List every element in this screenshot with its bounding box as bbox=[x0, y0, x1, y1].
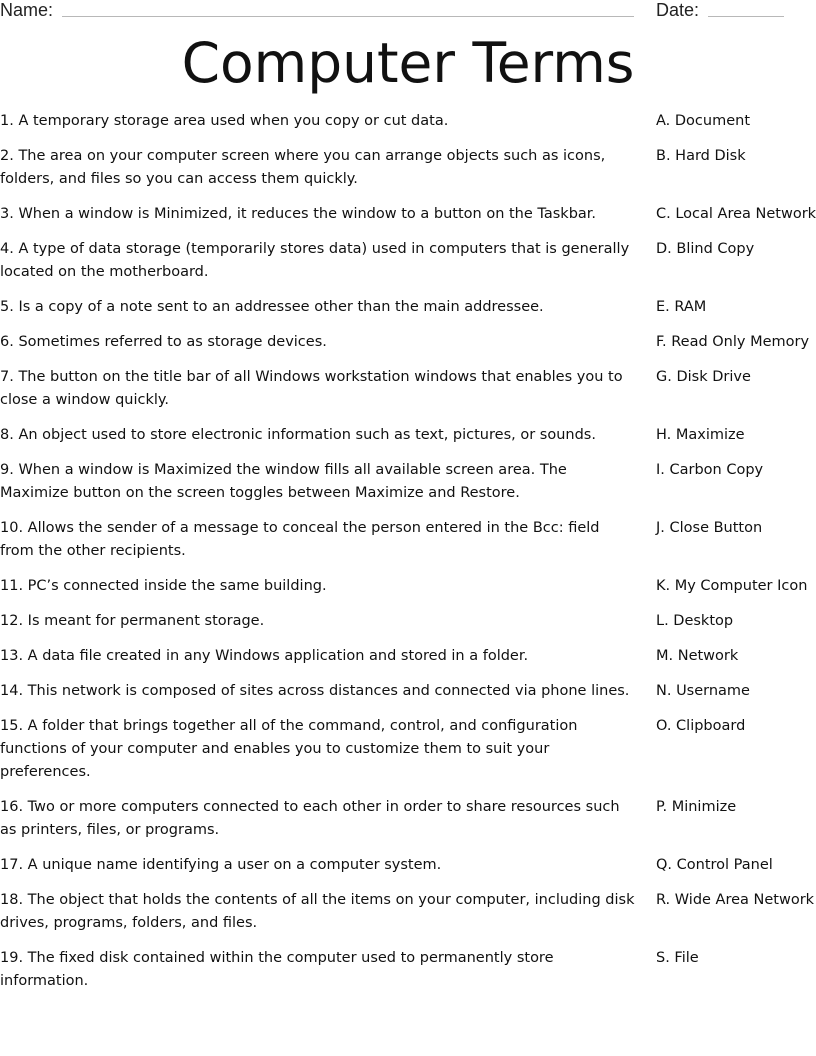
answer-option: B. Hard Disk bbox=[656, 148, 746, 164]
matching-row bbox=[0, 889, 816, 935]
answer-option: R. Wide Area Network bbox=[656, 892, 815, 908]
matching-row bbox=[0, 854, 816, 877]
clue-text: 11. PC’s connected inside the same building. bbox=[0, 578, 327, 594]
matching-row bbox=[0, 331, 816, 354]
matching-row bbox=[0, 459, 816, 505]
answer-option: J. Close Button bbox=[656, 520, 763, 536]
answer-option: S. File bbox=[656, 950, 699, 966]
clue-text: 10. Allows the sender of a message to conceal the person entered in the Bcc: field from the other recipients. bbox=[0, 520, 600, 559]
matching-row bbox=[0, 947, 816, 993]
matching-row bbox=[0, 366, 816, 412]
matching-row bbox=[0, 796, 816, 842]
clue-text: 2. The area on your computer screen where you can arrange objects such as icons, folders, and files so you can access them quickly. bbox=[0, 148, 606, 187]
answer-option: K. My Computer Icon bbox=[656, 578, 808, 594]
name-blank-line[interactable] bbox=[62, 16, 634, 17]
matching-row bbox=[0, 680, 816, 703]
matching-row bbox=[0, 575, 816, 598]
answer-option: H. Maximize bbox=[656, 427, 745, 443]
clue-text: 5. Is a copy of a note sent to an addressee other than the main addressee. bbox=[0, 299, 544, 315]
clue-text: 16. Two or more computers connected to each other in order to share resources such as printers, files, or programs. bbox=[0, 799, 620, 838]
answer-option: O. Clipboard bbox=[656, 718, 746, 734]
answer-option: P. Minimize bbox=[656, 799, 737, 815]
name-label: Name: bbox=[0, 0, 54, 20]
matching-row bbox=[0, 610, 816, 633]
answer-option: E. RAM bbox=[656, 299, 707, 315]
answer-option: M. Network bbox=[656, 648, 739, 664]
clue-text: 17. A unique name identifying a user on a computer system. bbox=[0, 857, 442, 873]
clue-text: 19. The fixed disk contained within the computer used to permanently store information. bbox=[0, 950, 554, 989]
clue-text: 8. An object used to store electronic information such as text, pictures, or sounds. bbox=[0, 427, 596, 443]
answer-option: Q. Control Panel bbox=[656, 857, 773, 873]
page-title: Computer Terms bbox=[181, 31, 635, 95]
matching-list bbox=[0, 110, 816, 1005]
date-label: Date: bbox=[656, 0, 700, 20]
matching-row bbox=[0, 424, 816, 447]
matching-row bbox=[0, 238, 816, 284]
clue-text: 1. A temporary storage area used when you copy or cut data. bbox=[0, 113, 449, 129]
answer-option: F. Read Only Memory bbox=[656, 334, 810, 350]
clue-text: 3. When a window is Minimized, it reduces the window to a button on the Taskbar. bbox=[0, 206, 597, 222]
matching-row bbox=[0, 296, 816, 319]
answer-option: L. Desktop bbox=[656, 613, 734, 629]
matching-row bbox=[0, 145, 816, 191]
clue-text: 15. A folder that brings together all of the command, control, and configuration functions of your computer and enables you to customize them to suit your preferences. bbox=[0, 718, 578, 780]
answer-option: G. Disk Drive bbox=[656, 369, 751, 385]
worksheet-header bbox=[0, 0, 816, 24]
matching-row bbox=[0, 203, 816, 226]
answer-option: A. Document bbox=[656, 113, 751, 129]
matching-row bbox=[0, 645, 816, 668]
answer-option: D. Blind Copy bbox=[656, 241, 755, 257]
matching-row bbox=[0, 715, 816, 784]
answer-option: I. Carbon Copy bbox=[656, 462, 764, 478]
matching-row bbox=[0, 110, 816, 133]
clue-text: 7. The button on the title bar of all Windows workstation windows that enables you to close a window quickly. bbox=[0, 369, 623, 408]
clue-text: 14. This network is composed of sites across distances and connected via phone lines. bbox=[0, 683, 630, 699]
clue-text: 9. When a window is Maximized the window fills all available screen area. The Maximize button on the screen toggles between Maximize and Restore. bbox=[0, 462, 567, 501]
clue-text: 4. A type of data storage (temporarily stores data) used in computers that is generally located on the motherboard. bbox=[0, 241, 630, 280]
clue-text: 12. Is meant for permanent storage. bbox=[0, 613, 265, 629]
clue-text: 18. The object that holds the contents of all the items on your computer, including disk drives, programs, folders, and files. bbox=[0, 892, 635, 931]
answer-option: N. Username bbox=[656, 683, 750, 699]
clue-text: 13. A data file created in any Windows application and stored in a folder. bbox=[0, 648, 529, 664]
clue-text: 6. Sometimes referred to as storage devices. bbox=[0, 334, 327, 350]
answer-option: C. Local Area Network bbox=[656, 206, 816, 222]
matching-row bbox=[0, 517, 816, 563]
date-blank-line[interactable] bbox=[708, 16, 784, 17]
